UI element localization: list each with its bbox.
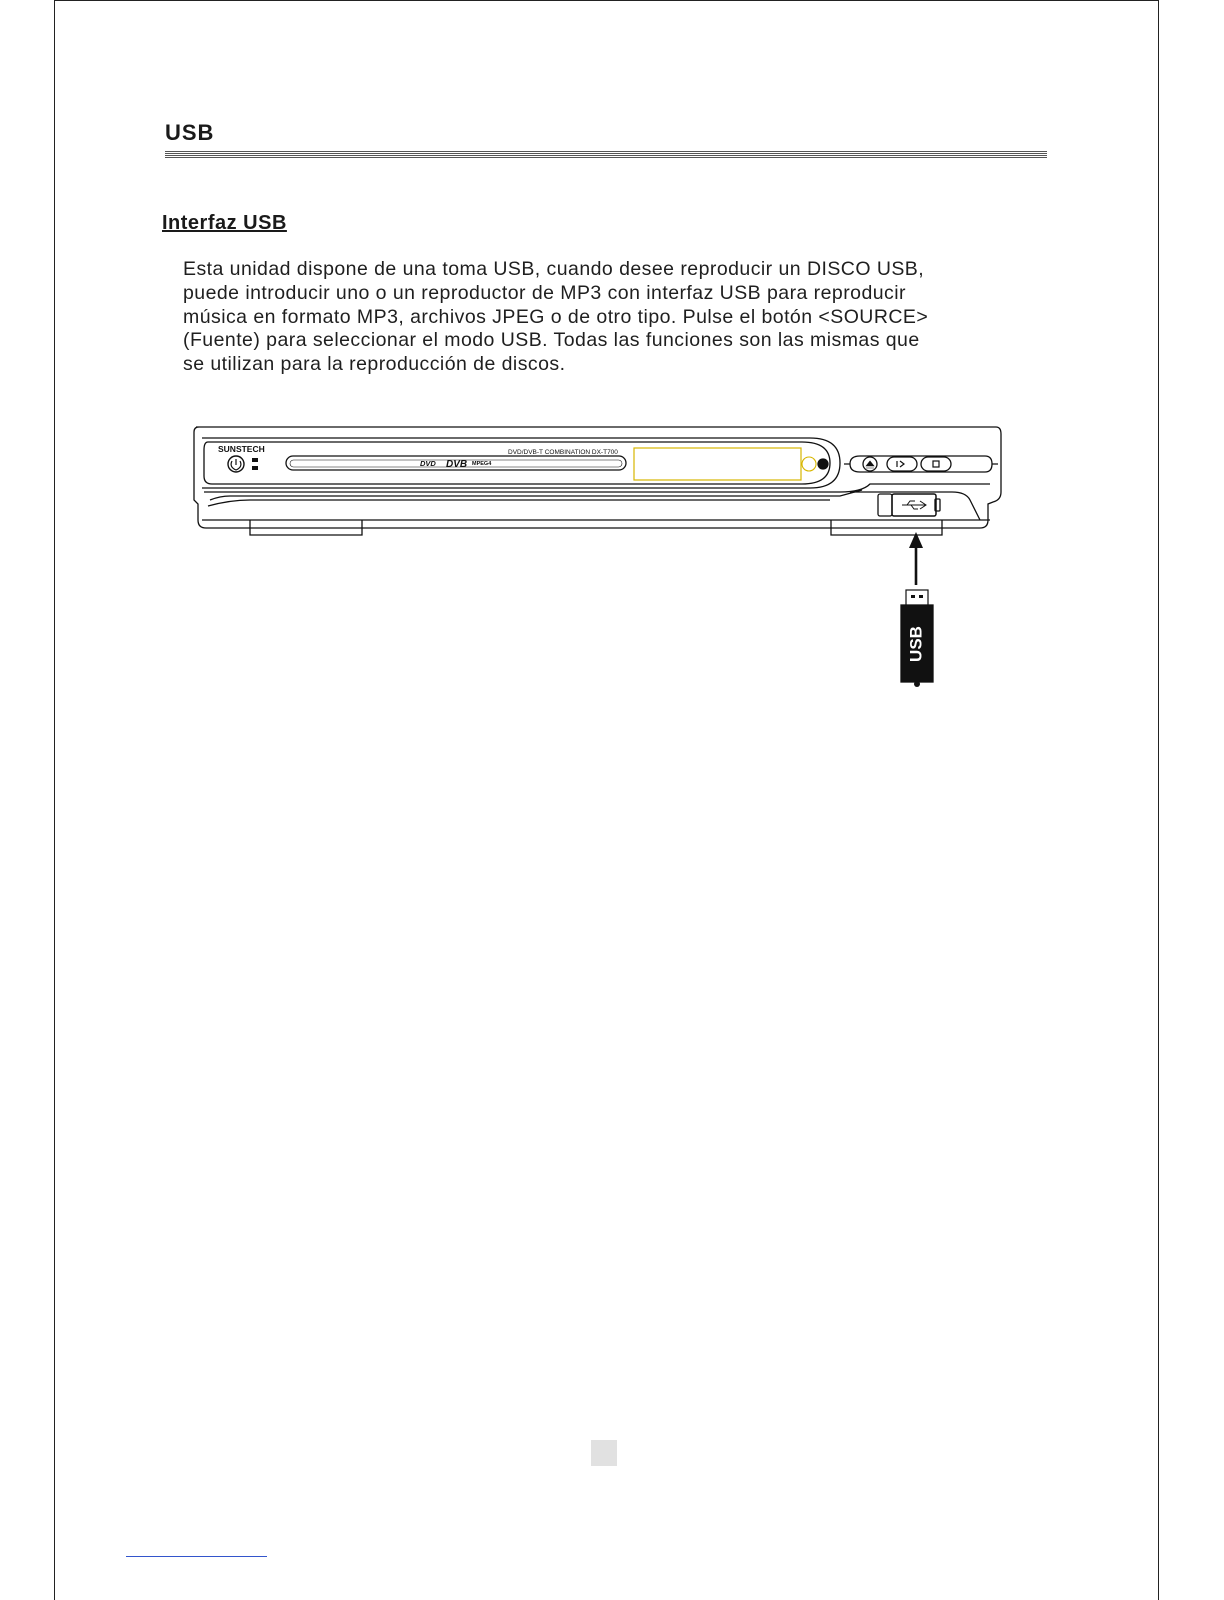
page-number-placeholder [591, 1440, 617, 1466]
mpeg-logo: MPEG4 [472, 461, 492, 467]
usb-port-icon [902, 501, 926, 509]
body-paragraph: Esta unidad dispone de una toma USB, cuando desee reproducir un DISCO USB, puede introducir uno o un reproductor de MP3 con interfaz USB para reproducir música en formato MP3, archivos JPEG o de otro tipo. Pulse el botón <SOURCE> (Fuente) para seleccionar el modo USB. Todas las funciones son las mismas que se utilizan para la reproducción de discos. [183, 258, 929, 376]
model-label: DVD/DVB-T COMBINATION DX-T700 [508, 449, 618, 456]
play-pause-icon [897, 461, 904, 467]
eject-icon [866, 461, 874, 468]
stop-icon [933, 461, 939, 467]
title-rule [165, 151, 1047, 160]
display-window [634, 448, 801, 480]
brand-label: SUNSTECH [218, 444, 265, 454]
usb-stick-label: USB [906, 626, 926, 662]
dvb-logo: DVB [446, 459, 468, 470]
footer-link-underline [126, 1556, 267, 1557]
page-frame [54, 0, 1159, 1600]
play-pause-button [887, 457, 917, 471]
subsection-title: Interfaz USB [162, 212, 287, 234]
section-title: USB [165, 120, 215, 145]
power-icon [231, 459, 241, 470]
stop-button [921, 457, 951, 471]
dvd-logo: DVD [420, 459, 436, 468]
dvd-player-illustration [190, 420, 1010, 720]
